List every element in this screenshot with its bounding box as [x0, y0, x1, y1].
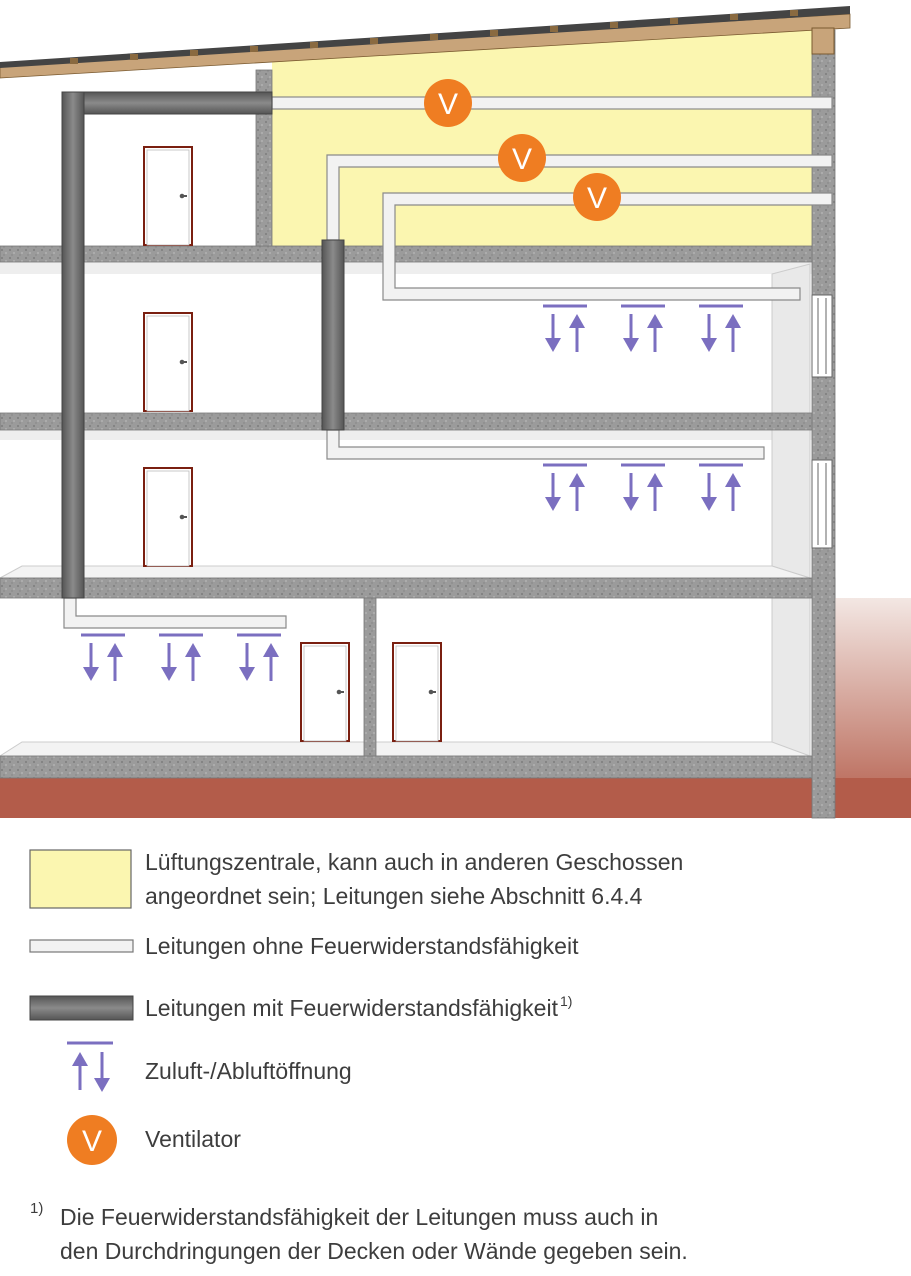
- floor-slab: [0, 413, 835, 430]
- footnote-line1: Die Feuerwiderstandsfähigkeit der Leitungen muss auch in: [60, 1204, 659, 1230]
- floor-slab: [0, 578, 835, 598]
- exterior-wall: [812, 30, 835, 818]
- window: [812, 460, 832, 548]
- air-opening-icon: [699, 465, 743, 511]
- footnote: [30, 1200, 688, 1268]
- ventilation-plant-room: [272, 26, 812, 246]
- floor-slab: [0, 756, 835, 778]
- legend-zentrale-line1: Lüftungszentrale, kann auch in anderen Geschossen: [145, 849, 684, 875]
- door: [393, 643, 441, 741]
- legend-zentrale-line2: angeordnet sein; Leitungen siehe Abschnitt 6.4.4: [145, 883, 643, 909]
- legend-dark-duct-swatch: [30, 996, 133, 1020]
- door: [144, 147, 192, 245]
- legend-mit-text: Leitungen mit Feuerwiderstandsfähigkeit: [145, 995, 558, 1021]
- air-opening-icon: [543, 465, 587, 511]
- roof-eave-beam: [812, 28, 834, 54]
- door: [144, 313, 192, 411]
- legend-ventilator-icon: [67, 1115, 117, 1165]
- air-opening-icon: [621, 306, 665, 352]
- legend-ventilator-label: Ventilator: [145, 1126, 241, 1152]
- air-opening-icon: [543, 306, 587, 352]
- plaster-strip: [0, 262, 812, 274]
- air-opening-icon: [699, 306, 743, 352]
- ventilator-icon: [573, 173, 621, 221]
- plaster-strip: [0, 430, 812, 440]
- footnote-line2: den Durchdringungen der Decken oder Wände gegeben sein.: [60, 1238, 688, 1264]
- floor-finish: [0, 742, 810, 756]
- legend-ventilator-symbol: V: [81, 1125, 103, 1158]
- ventilator-icon: [424, 79, 472, 127]
- duct-with-fire-resistance: [322, 240, 344, 430]
- legend-mit-footnote-mark: 1): [559, 993, 573, 1009]
- air-opening-icon: [621, 465, 665, 511]
- air-opening-icon: [159, 635, 203, 681]
- legend-zentrale-label: [145, 845, 683, 913]
- soil-bottom: [0, 778, 911, 818]
- facade-reveal: [772, 598, 810, 756]
- floor-slab: [0, 246, 835, 262]
- door: [301, 643, 349, 741]
- floor-finish: [0, 566, 810, 578]
- window: [812, 295, 832, 377]
- legend-mit-label: [145, 991, 572, 1028]
- footnote-mark: 1): [30, 1200, 44, 1217]
- legend-light-duct-swatch: [30, 940, 133, 952]
- ventilator-label: V: [586, 182, 608, 215]
- ventilator-label: V: [437, 88, 459, 121]
- duct-with-fire-resistance: [62, 92, 84, 598]
- legend-zentrale-swatch: [30, 850, 131, 908]
- ventilator-label: V: [511, 143, 533, 176]
- duct-with-fire-resistance: [62, 92, 272, 114]
- door: [144, 468, 192, 566]
- legend-oeffnung-label: Zuluft-/Abluftöffnung: [145, 1058, 352, 1084]
- air-opening-icon: [237, 635, 281, 681]
- legend-air-opening-icon: [67, 1043, 113, 1092]
- legend-ohne-label: Leitungen ohne Feuerwiderstandsfähigkeit: [145, 933, 579, 959]
- ventilator-icon: [498, 134, 546, 182]
- air-opening-icon: [81, 635, 125, 681]
- interior-wall: [364, 598, 376, 756]
